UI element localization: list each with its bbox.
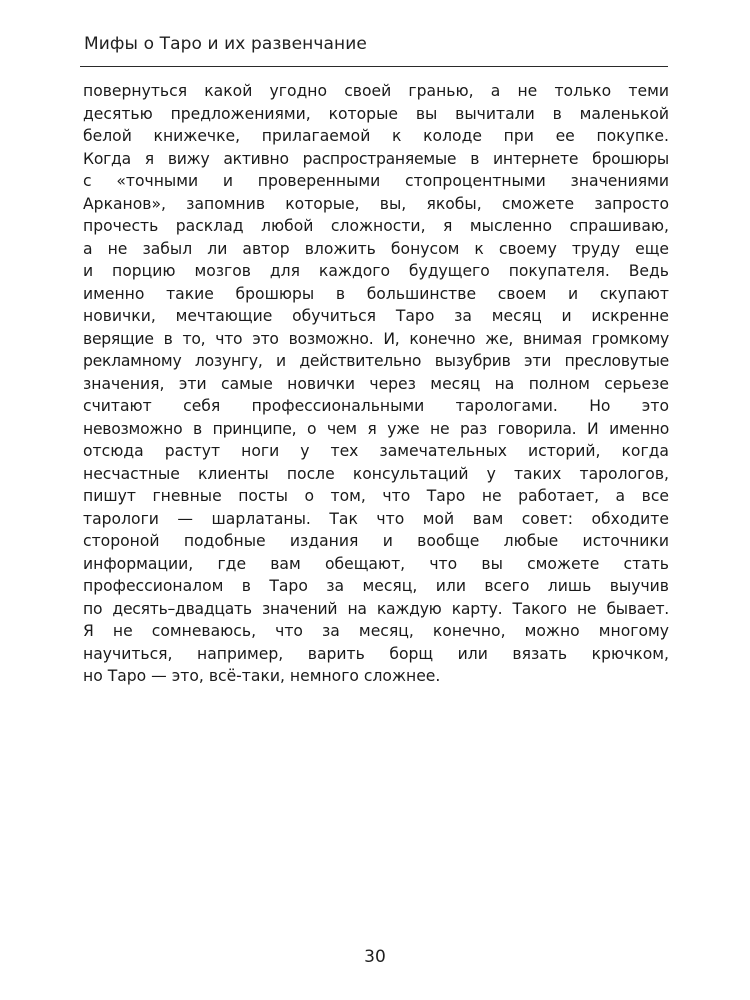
text-line: тарологи — шарлатаны. Так что мой вам совет: обходите (83, 509, 669, 528)
text-line: считают себя профессиональными тарологами. Но это (83, 397, 669, 415)
body-paragraph (83, 80, 669, 688)
text-line: Когда я вижу активно распространяемые в интернете брошюры (83, 149, 669, 168)
text-line: десятью предложениями, которые вы вычитали в маленькой (83, 104, 669, 123)
header-divider (80, 66, 668, 67)
text-line: и порцию мозгов для каждого будущего покупателя. Ведь (83, 262, 669, 280)
text-line: Арканов», запомнив которые, вы, якобы, сможете запросто (83, 194, 669, 213)
text-line: научиться, например, варить борщ или вязать крючком, (83, 644, 669, 663)
text-line: стороной подобные издания и вообще любые источники (83, 532, 669, 550)
text-line: рекламному лозунгу, и действительно вызубрив эти пресловутые (83, 352, 669, 370)
text-line: повернуться какой угодно своей гранью, а не только теми (83, 82, 669, 100)
text-line: несчастные клиенты после консультаций у таких тарологов, (83, 464, 669, 483)
text-line: Я не сомневаюсь, что за месяц, конечно, можно многому (83, 622, 669, 640)
text-line: белой книжечке, прилагаемой к колоде при ее покупке. (83, 127, 669, 145)
running-header-title: Мифы о Таро и их развенчание (84, 34, 367, 54)
text-line: пишут гневные посты о том, что Таро не работает, а все (83, 487, 669, 505)
text-line: именно такие брошюры в большинстве своем и скупают (83, 284, 669, 303)
text-line: информации, где вам обещают, что вы сможете стать (83, 554, 669, 573)
text-line: но Таро — это, всё-таки, немного сложнее. (83, 667, 441, 685)
text-line: прочесть расклад любой сложности, я мысленно спрашиваю, (83, 217, 669, 235)
page-number: 30 (364, 947, 386, 967)
text-line: значения, эти самые новички через месяц на полном серьезе (83, 374, 669, 393)
text-line: по десять–двадцать значений на каждую карту. Такого не бывает. (83, 599, 669, 618)
text-line: верящие в то, что это возможно. И, конечно же, внимая громкому (83, 329, 669, 348)
text-line: новички, мечтающие обучиться Таро за месяц и искренне (83, 307, 669, 325)
text-line: отсюда растут ноги у тех замечательных историй, когда (83, 442, 669, 460)
text-line: невозможно в принципе, о чем я уже не раз говорила. И именно (83, 419, 669, 438)
text-line: а не забыл ли автор вложить бонусом к своему труду еще (83, 239, 669, 258)
text-line: профессионалом в Таро за месяц, или всего лишь выучив (83, 577, 669, 595)
text-line: с «точными и проверенными стопроцентными значениями (83, 172, 669, 190)
